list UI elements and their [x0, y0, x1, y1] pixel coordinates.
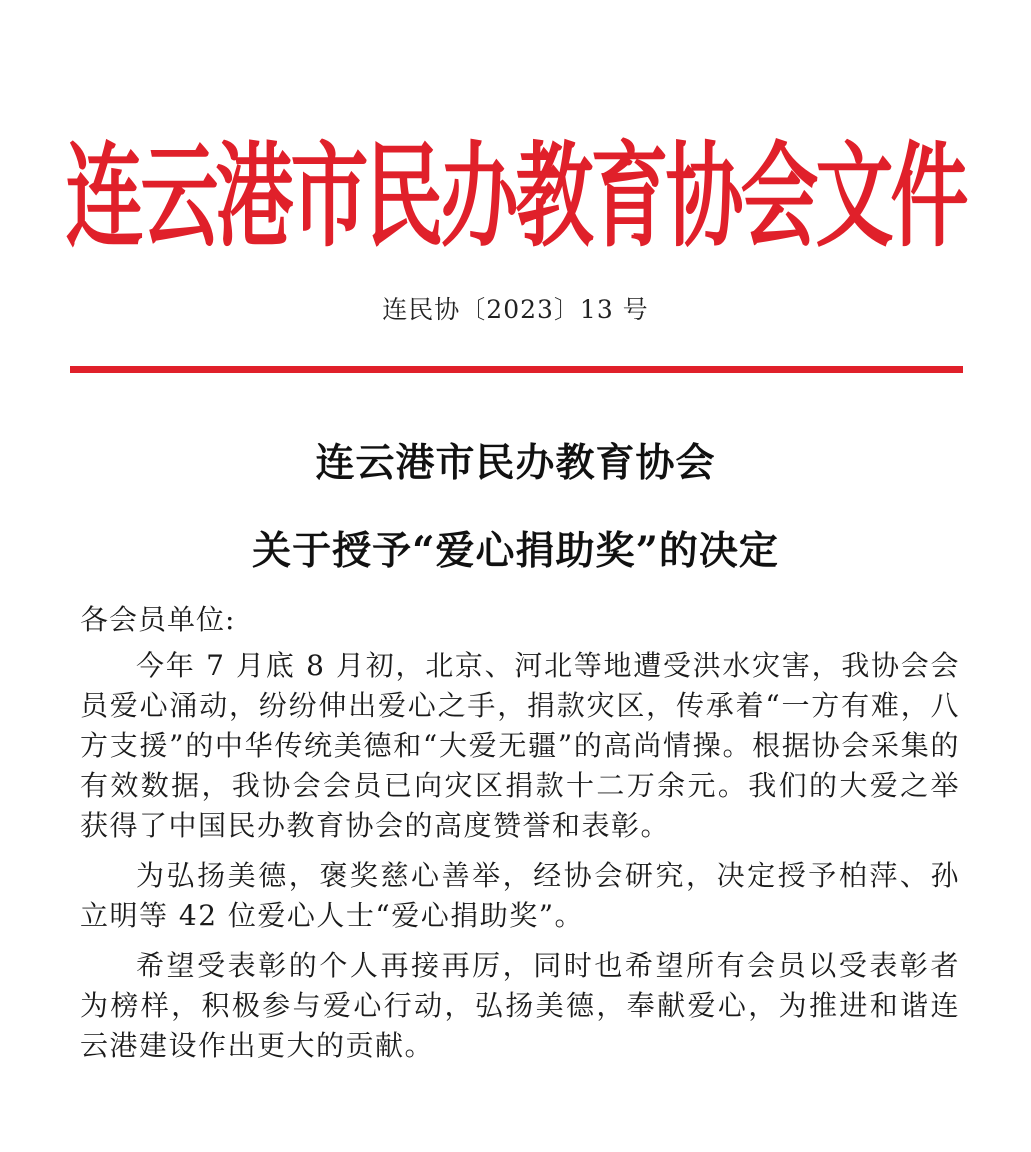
red-divider-line — [70, 366, 963, 373]
document-title-line-2: 关于授予“爱心捐助奖”的决定 — [252, 528, 779, 574]
document-title-line-1: 连云港市民办教育协会 — [315, 440, 716, 486]
document-number: 连民协〔2023〕13 号 — [382, 295, 649, 324]
body-paragraph-2: 为弘扬美德，褒奖慈心善举，经协会研究，决定授予柏萍、孙立明等 42 位爱心人士“爱心捐助奖”。 — [80, 859, 960, 932]
salutation: 各会员单位: — [80, 603, 236, 636]
body-paragraph-1: 今年 7 月底 8 月初，北京、河北等地遭受洪水灾害，我协会会员爱心涌动，纷纷伸出爱心之手，捐款灾区，传承着“一方有难，八方支援”的中华传统美德和“大爱无疆”的高尚情操。根据协会采集的有效数据，我协会会员已向灾区捐款十二万余元。我们的大爱之举获得了中国民办教育协会的高度赞誉和表彰。 — [80, 649, 960, 842]
document-body — [80, 600, 960, 1076]
document-masthead: 连云港市民办教育协会文件 — [65, 132, 966, 264]
body-paragraph-3: 希望受表彰的个人再接再厉，同时也希望所有会员以受表彰者为榜样，积极参与爱心行动，弘扬美德，奉献爱心，为推进和谐连云港建设作出更大的贡献。 — [80, 949, 960, 1062]
